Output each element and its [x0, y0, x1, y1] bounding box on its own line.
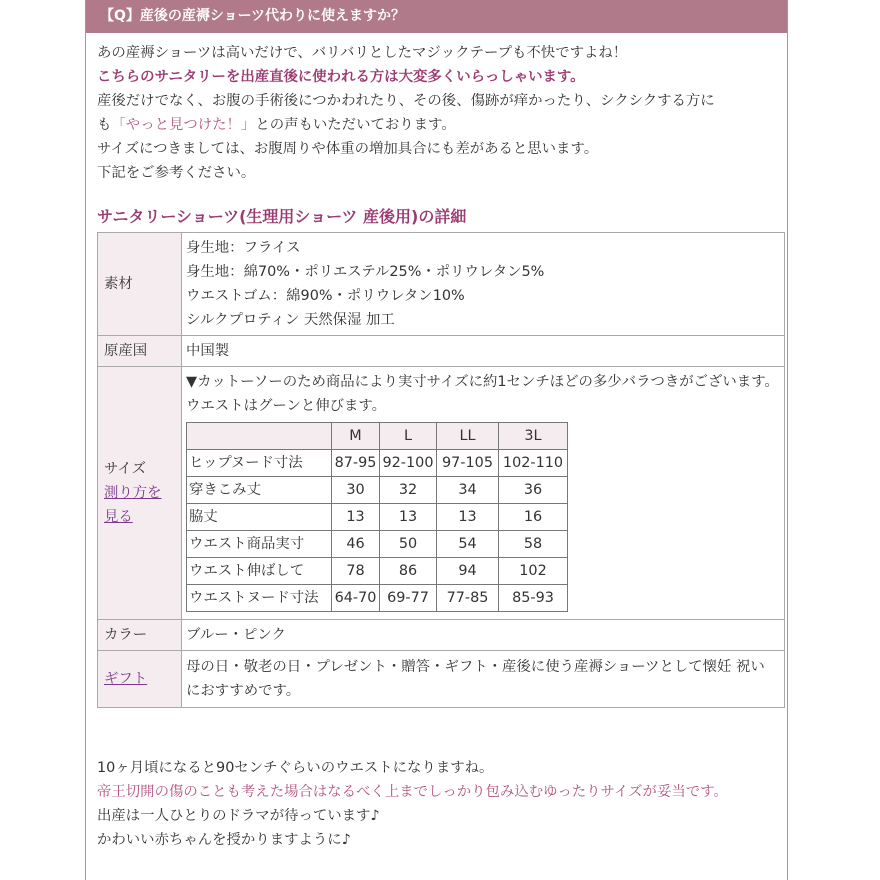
material-line: ウエストゴム：綿90%・ポリウレタン10%	[186, 288, 465, 304]
size-table-header	[187, 423, 568, 450]
size-cell: 16	[499, 504, 568, 531]
intro-line	[97, 113, 787, 137]
size-cell: 54	[437, 531, 499, 558]
gift-link[interactable]: ギフト	[104, 671, 148, 687]
closing-line: 出産は一人ひとりのドラマが待っています♪	[97, 808, 380, 824]
material-line: 身生地：綿70%・ポリエステル25%・ポリウレタン5%	[186, 264, 545, 280]
spec-label: 原産国	[98, 336, 182, 367]
spec-row-size	[98, 367, 785, 620]
size-header: M	[332, 423, 380, 450]
size-cell: 97-105	[437, 450, 499, 477]
size-header-blank	[187, 423, 332, 450]
intro-line: あの産褥ショーツは高いだけで、バリバリとしたマジックテープも不快ですよね！	[97, 45, 628, 61]
size-cell: 36	[499, 477, 568, 504]
intro-emphasis-line: こちらのサニタリーを出産直後に使われる方は大変多くいらっしゃいます。	[97, 69, 585, 85]
spec-row-origin	[98, 336, 785, 367]
customer-quote: 「やっと見つけた！」	[111, 117, 256, 133]
size-row	[187, 585, 568, 612]
closing-text	[97, 756, 787, 852]
size-cell: 58	[499, 531, 568, 558]
intro-line: サイズにつきましては、お腹周りや体重の増加具合にも差があると思います。	[97, 141, 599, 157]
question-header: 【Q】産後の産褥ショーツ代わりに使えますか？	[86, 0, 787, 33]
spec-label: サイズ	[104, 461, 147, 477]
size-row-label: ウエスト伸ばして	[187, 558, 332, 585]
spec-row-gift	[98, 651, 785, 708]
size-row	[187, 477, 568, 504]
spec-table	[97, 232, 785, 708]
section-title: サニタリーショーツ(生理用ショーツ 産後用)の詳細	[97, 207, 467, 226]
spec-row-material	[98, 233, 785, 336]
size-cell: 46	[332, 531, 380, 558]
size-cell: 78	[332, 558, 380, 585]
spec-value: ブルー・ピンク	[182, 620, 785, 651]
size-row	[187, 504, 568, 531]
size-cell: 102-110	[499, 450, 568, 477]
size-cell: 13	[437, 504, 499, 531]
closing-line: かわいい赤ちゃんを授かりますように♪	[97, 832, 351, 848]
spec-label-cell	[98, 651, 182, 708]
size-cell: 50	[380, 531, 437, 558]
size-header: LL	[437, 423, 499, 450]
size-cell: 92-100	[380, 450, 437, 477]
spec-label: カラー	[98, 620, 182, 651]
faq-panel	[85, 0, 788, 880]
measure-guide-link[interactable]: 測り方を見る	[104, 485, 162, 525]
size-cell: 102	[499, 558, 568, 585]
size-row-label: ウエスト商品実寸	[187, 531, 332, 558]
size-row	[187, 450, 568, 477]
size-cell: 94	[437, 558, 499, 585]
size-cell: 69-77	[380, 585, 437, 612]
size-cell: 32	[380, 477, 437, 504]
size-header: L	[380, 423, 437, 450]
size-cell: 13	[380, 504, 437, 531]
size-cell: 85-93	[499, 585, 568, 612]
size-cell: 64-70	[332, 585, 380, 612]
intro-line: 産後だけでなく、お腹の手術後につかわれたり、その後、傷跡が痒かったり、シクシクする方に	[97, 93, 715, 109]
size-cell: 87-95	[332, 450, 380, 477]
size-header: 3L	[499, 423, 568, 450]
size-note: ▼カットーソーのため商品により実寸サイズに約1センチほどの多少バラつきがございます。	[186, 374, 779, 390]
spec-value: 中国製	[182, 336, 785, 367]
intro-line-suffix: との声もいただいております。	[255, 117, 456, 133]
material-line: 身生地：フライス	[186, 240, 301, 256]
size-cell: 13	[332, 504, 380, 531]
size-row	[187, 531, 568, 558]
size-row-label: ウエストヌード寸法	[187, 585, 332, 612]
spec-label-cell	[98, 367, 182, 620]
size-cell: 34	[437, 477, 499, 504]
closing-pink-line: 帝王切開の傷のことも考えた場合はなるべく上までしっかり包み込むゆったりサイズが妥当です。	[97, 784, 728, 800]
size-cell: 86	[380, 558, 437, 585]
spec-value	[182, 367, 785, 620]
intro-line-prefix: も	[97, 117, 112, 133]
intro-text	[97, 41, 787, 185]
size-cell: 77-85	[437, 585, 499, 612]
size-table	[186, 422, 568, 612]
spec-value: 母の日・敬老の日・プレゼント・贈答・ギフト・産後に使う産褥ショーツとして懐妊 祝いにおすすめです。	[182, 651, 785, 708]
spec-label: 素材	[98, 233, 182, 336]
size-cell: 30	[332, 477, 380, 504]
closing-line: 10ヶ月頃になると90センチぐらいのウエストになりますね。	[97, 760, 494, 776]
intro-line: 下記をご参考ください。	[97, 165, 256, 181]
material-line: シルクプロティン 天然保湿 加工	[186, 312, 395, 328]
size-row-label: ヒップヌード寸法	[187, 450, 332, 477]
spec-value	[182, 233, 785, 336]
spec-row-color	[98, 620, 785, 651]
size-row-label: 脇丈	[187, 504, 332, 531]
size-row	[187, 558, 568, 585]
size-note: ウエストはグーンと伸びます。	[186, 398, 387, 414]
size-row-label: 穿きこみ丈	[187, 477, 332, 504]
